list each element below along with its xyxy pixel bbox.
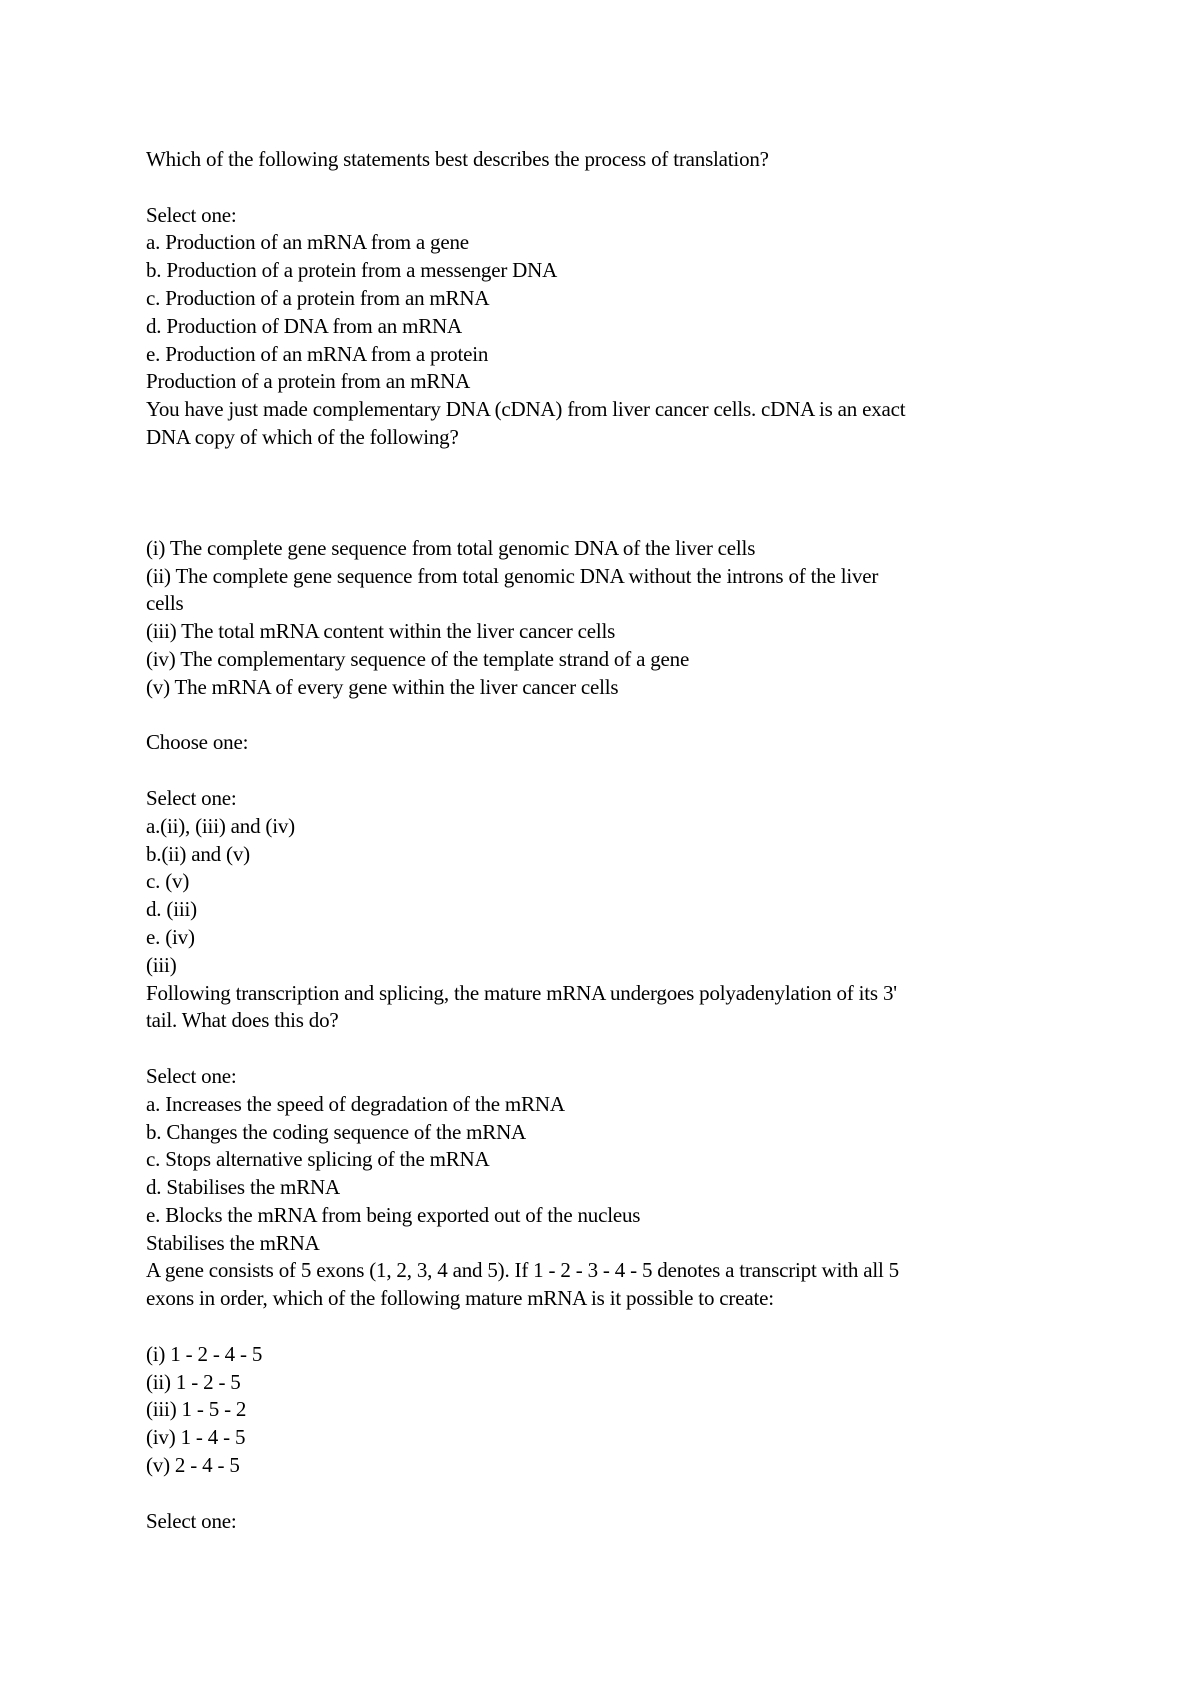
question-1-option-d: d. Production of DNA from an mRNA — [146, 313, 462, 338]
question-2-option-b: b.(ii) and (v) — [146, 841, 250, 866]
question-2-statement-iii: (iii) The total mRNA content within the liver cancer cells — [146, 619, 616, 644]
question-1-option-e: e. Production of an mRNA from a protein — [146, 341, 489, 366]
question-1-prompt: Select one: — [146, 202, 237, 227]
question-2-option-c: c. (v) — [146, 869, 190, 894]
question-1-text: Which of the following statements best describes the process of translation? — [146, 147, 769, 171]
question-2-statement-v: (v) The mRNA of every gene within the liver cancer cells — [146, 674, 619, 699]
spacer — [146, 174, 1086, 202]
question-3-option-c: c. Stops alternative splicing of the mRNA — [146, 1147, 490, 1172]
question-4-statement-v: (v) 2 - 4 - 5 — [146, 1453, 240, 1478]
spacer — [146, 702, 1086, 730]
question-2-statement-ii-cont: cells — [146, 591, 184, 616]
question-3-answer: Stabilises the mRNA — [146, 1230, 320, 1255]
spacer — [146, 452, 1086, 535]
question-2-option-a: a.(ii), (iii) and (iv) — [146, 813, 295, 838]
question-4-statement-ii: (ii) 1 - 2 - 5 — [146, 1369, 241, 1394]
question-2-text-line-2: DNA copy of which of the following? — [146, 424, 459, 449]
question-2-option-d: d. (iii) — [146, 897, 197, 922]
question-4-statement-i: (i) 1 - 2 - 4 - 5 — [146, 1341, 263, 1366]
question-3-option-b: b. Changes the coding sequence of the mRNA — [146, 1119, 527, 1144]
question-2-text-line-1: You have just made complementary DNA (cDNA) from liver cancer cells. cDNA is an exact — [146, 397, 906, 422]
question-2-answer: (iii) — [146, 952, 177, 977]
question-2-choose: Choose one: — [146, 730, 249, 755]
spacer — [146, 1480, 1086, 1508]
spacer — [146, 1313, 1086, 1341]
question-3-option-a: a. Increases the speed of degradation of the mRNA — [146, 1091, 565, 1116]
question-3-text-line-2: tail. What does this do? — [146, 1008, 339, 1033]
question-4-text-line-1: A gene consists of 5 exons (1, 2, 3, 4 and 5). If 1 - 2 - 3 - 4 - 5 denotes a transcript with all 5 — [146, 1258, 899, 1283]
question-3-text-line-1: Following transcription and splicing, the mature mRNA undergoes polyadenylation of its 3' — [146, 980, 897, 1005]
spacer — [146, 1035, 1086, 1063]
question-4-statement-iv: (iv) 1 - 4 - 5 — [146, 1425, 246, 1450]
question-4-statement-iii: (iii) 1 - 5 - 2 — [146, 1397, 247, 1422]
question-2-statement-ii: (ii) The complete gene sequence from total genomic DNA without the introns of the liver — [146, 563, 879, 588]
question-1-option-c: c. Production of a protein from an mRNA — [146, 285, 490, 310]
question-2-statement-iv: (iv) The complementary sequence of the template strand of a gene — [146, 646, 690, 671]
question-4-text-line-2: exons in order, which of the following mature mRNA is it possible to create: — [146, 1286, 774, 1311]
question-2-option-e: e. (iv) — [146, 924, 195, 949]
question-1-answer: Production of a protein from an mRNA — [146, 369, 471, 394]
document-page — [146, 146, 1086, 1535]
question-3-option-d: d. Stabilises the mRNA — [146, 1175, 340, 1200]
question-1-option-a: a. Production of an mRNA from a gene — [146, 230, 469, 255]
question-4-prompt: Select one: — [146, 1508, 237, 1533]
question-1-option-b: b. Production of a protein from a messenger DNA — [146, 258, 558, 283]
question-3-option-e: e. Blocks the mRNA from being exported out of the nucleus — [146, 1202, 641, 1227]
question-2-statement-i: (i) The complete gene sequence from total genomic DNA of the liver cells — [146, 535, 756, 560]
question-3-prompt: Select one: — [146, 1063, 237, 1088]
spacer — [146, 757, 1086, 785]
question-2-prompt: Select one: — [146, 785, 237, 810]
